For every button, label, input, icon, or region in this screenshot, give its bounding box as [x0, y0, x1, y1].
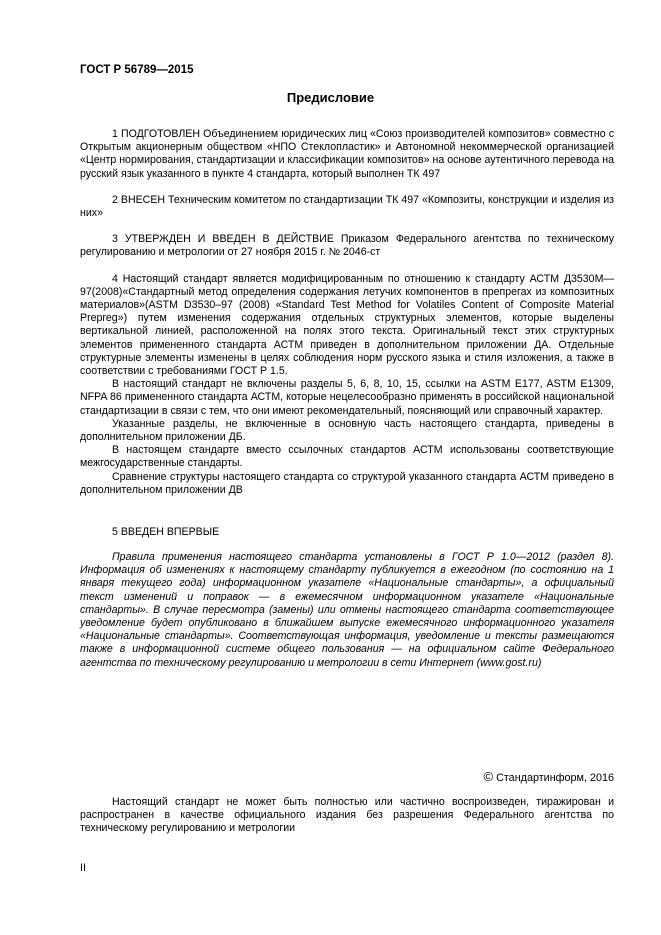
paragraph-structure-comparison: Сравнение структуры настоящего стандарта со структурой указанного стандарта АСТМ приведено в дополнительном приложении ДВ	[80, 470, 614, 496]
paragraph-excluded-sections: В настоящий стандарт не включены разделы 5, 6, 8, 10, 15, ссылки на ASTM E177, ASTM E1309, NFPA 86 примененного стандарта АСТМ, которые нецелесообразно применять в российской национальной стандартизации в связи с тем, что они имеют рекомендательный, поясняющий или справочный характер.	[80, 378, 614, 417]
page-number: II	[80, 862, 87, 874]
paragraph-interstate-standards: В настоящем стандарте вместо ссылочных стандартов АСТМ использованы соответствующие межгосударственные стандарты.	[80, 444, 614, 470]
copyright-icon: ©	[483, 769, 494, 784]
page-title: Предисловие	[286, 90, 375, 105]
standard-number: ГОСТ Р 56789—2015	[80, 64, 194, 76]
paragraph-first-introduced: 5 ВВЕДЕН ВПЕРВЫЕ	[112, 526, 220, 539]
application-rules-note: Правила применения настоящего стандарта установлены в ГОСТ Р 1.0—2012 (раздел 8). Информация об изменениях к настоящему стандарту публикуется в ежегодном (по состоянию на 1 января текущего года) информационном указателе «Национальные стандарты», а официальный текст изменений и поправок — в ежемесячном информационном указателе «Национальные стандарты». В случае пересмотра (замены) или отмены настоящего стандарта соответствующее уведомление будет опубликовано в ближайшем выпуске ежемесячного информационного указателя «Национальные стандарты». Соответствующая информация, уведомление и тексты размещаются также в информационной системе общего пользования — на официальном сайте Федерального агентства по техническому регулированию и метрологии в сети Интернет (www.gost.ru)	[80, 551, 614, 669]
paragraph-approved: 3 УТВЕРЖДЕН И ВВЕДЕН В ДЕЙСТВИЕ Приказом Федерального агентства по техническому регулированию и метрологии от 27 ноября 2015 г. № 2046-ст	[80, 233, 614, 259]
copyright-text: Стандартинформ, 2016	[496, 772, 614, 784]
paragraph-introduced: 2 ВНЕСЕН Техническим комитетом по стандартизации ТК 497 «Композиты, конструкции и изделия из них»	[80, 193, 614, 220]
paragraph-appendix-db: Указанные разделы, не включенные в основную часть настоящего стандарта, приведены в дополнительном приложении ДБ.	[80, 417, 614, 444]
reproduction-note: Настоящий стандарт не может быть полностью или частично воспроизведен, тиражирован и распространен в качестве официального издания без разрешения Федерального агентства по техническому регулированию и метрологии	[80, 796, 614, 835]
paragraph-prepared: 1 ПОДГОТОВЛЕН Объединением юридических лиц «Союз производителей композитов» совместно с Открытым акционерным обществом «НПО Стеклопластик» и Автономной некоммерческой организацией «Центр нормирования, стандартизации и классификации композитов» на основе аутентичного перевода на русский язык указанного в пункте 4 стандарта, который выполнен ТК 497	[80, 128, 614, 180]
foreword-body	[80, 128, 614, 539]
paragraph-modified: 4 Настоящий стандарт является модифицированным по отношению к стандарту АСТМ Д3530М—97(2008)«Стандартный метод определения содержания летучих компонентов в препрегах из композитных материалов»(ASTM D3530–97 (2008) «Standard Test Method for Volatiles Content of Composite Material Prepreg») путем изменения содержания отдельных структурных элементов, которые выделены вертикальной линией, расположенной на полях этого текста. Оригинальный текст этих структурных элементов примененного стандарта АСТМ приведен в дополнительном приложении ДА. Отдельные структурные элементы изменены в целях соблюдения норм русского языка и стиля изложения, а также в соответствии с требованиями ГОСТ Р 1.5.	[80, 272, 614, 378]
copyright-line	[483, 769, 614, 784]
